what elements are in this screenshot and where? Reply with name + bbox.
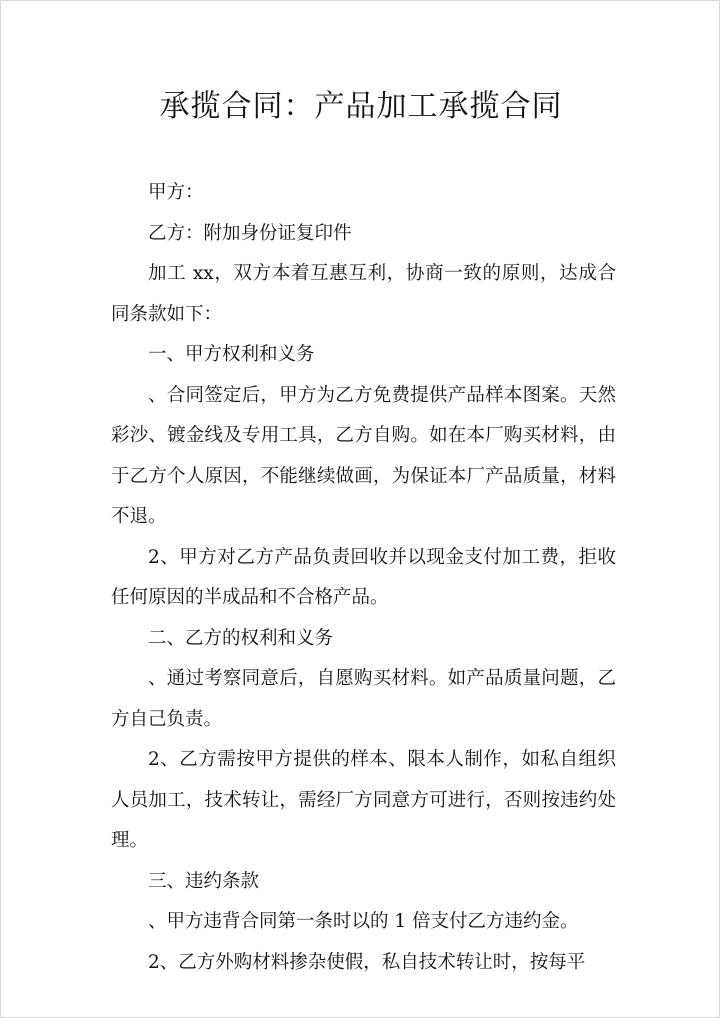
document-body bbox=[111, 173, 616, 983]
clause-paragraph: 、通过考察同意后，自愿购买材料。如产品质量问题，乙方自己负责。 bbox=[111, 668, 616, 730]
section-heading: 二、乙方的权利和义务 bbox=[148, 627, 334, 649]
clause-paragraph: 、甲方违背合同第一条时以的 1 倍支付乙方违约金。 bbox=[148, 911, 579, 932]
document-title: 承揽合同：产品加工承揽合同 bbox=[159, 89, 563, 124]
clause-paragraph: 2、乙方需按甲方提供的样本、限本人制作，如私自组织人员加工，技术转让，需经厂方同意方可进行，否则按违约处理。 bbox=[111, 749, 616, 851]
clause-paragraph: 2、甲方对乙方产品负责回收并以现金支付加工费，拒收任何原因的半成品和不合格产品。 bbox=[111, 546, 616, 608]
intro-paragraph: 加工 xx，双方本着互惠互利，协商一致的原则，达成合同条款如下： bbox=[111, 263, 616, 325]
party-a-line: 甲方： bbox=[148, 182, 204, 203]
clause-paragraph: 2、乙方外购材料掺杂使假，私自技术转让时，按每平 bbox=[148, 951, 586, 973]
section-heading: 三、违约条款 bbox=[148, 870, 260, 892]
section-heading: 一、甲方权利和义务 bbox=[148, 344, 315, 365]
clause-paragraph: 、合同签定后，甲方为乙方免费提供产品样本图案。天然彩沙、镀金线及专用工具，乙方自购。如在本厂购买材料，由于乙方个人原因，不能继续做画，为保证本厂产品质量，材料不退。 bbox=[111, 384, 616, 527]
party-b-line: 乙方：附加身份证复印件 bbox=[148, 222, 352, 244]
